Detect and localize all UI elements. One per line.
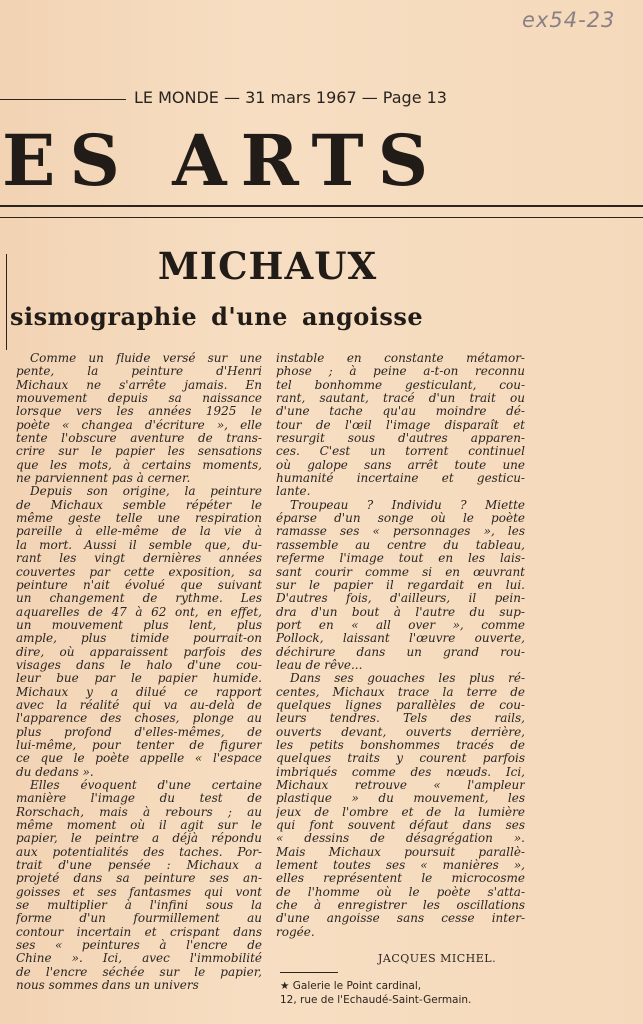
article-line: Pollock, laissant l'œuvre ouverte,	[276, 632, 525, 646]
article-line: même moment où il agit sur le	[16, 819, 262, 833]
article-line: phose ; à peine a-t-on reconnu	[276, 365, 525, 379]
article-line: resurgit sous d'autres apparen-	[276, 432, 525, 446]
article-line: lorsque vers les années 1925 le	[16, 405, 262, 419]
article-line: ses « peintures à l'encre de	[16, 939, 262, 953]
article-line: les petits bonshommes tracés de	[276, 738, 525, 752]
article-line: « dessins de désagrégation ».	[276, 832, 525, 846]
article-line: Depuis son origine, la peinture	[30, 485, 262, 499]
article-line: avec la réalité qui va au-delà de	[16, 698, 262, 712]
article-line: rassemble au centre du tableau,	[276, 538, 525, 552]
footnote-rule	[280, 972, 338, 973]
article-line: déchirure dans un grand rou-	[276, 645, 525, 659]
article-line: Mais Michaux poursuit parallè-	[276, 845, 525, 859]
article-line: goisses et ses fantasmes qui vont	[16, 885, 262, 899]
article-column-right	[276, 352, 525, 939]
article-line: plastique » du mouvement, les	[276, 792, 525, 806]
article-line: Troupeau ? Individu ? Miette	[290, 498, 525, 512]
section-title: ES ARTS	[2, 119, 443, 202]
article-line: dra d'un bout à l'autre du sup-	[276, 605, 525, 619]
article-line: aquarelles de 47 à 62 ont, en effet,	[16, 605, 262, 619]
article-line: Michaux y a dilué ce rapport	[16, 685, 262, 699]
article-line: ample, plus timide pourrait-on	[16, 632, 262, 646]
footnote	[280, 979, 528, 1007]
article-line: pente, la peinture d'Henri	[16, 365, 262, 379]
article-line: manière l'image du test de	[16, 792, 262, 806]
article-line: visages dans le halo d'une cou-	[16, 658, 262, 672]
article-line: ces. C'est un torrent continuel	[276, 445, 525, 459]
article-line: instable en constante métamor-	[276, 352, 525, 365]
article-line: D'autres fois, d'ailleurs, il pein-	[276, 592, 525, 606]
dateline-text: LE MONDE — 31 mars 1967 — Page 13	[134, 88, 447, 107]
article-line: plus profond d'elles-mêmes, de	[16, 725, 262, 739]
article-line: Elles évoquent d'une certaine	[30, 779, 262, 792]
subheadline-word: sismographie	[10, 302, 198, 331]
article-line: dire, où apparaissent parfois des	[16, 645, 262, 659]
article-line: leur bue par le papier humide.	[16, 672, 262, 686]
article-line: rant, sautant, tracé d'un trait ou	[276, 392, 525, 406]
article-line: leau de rêve...	[276, 658, 363, 672]
article-line: lement toutes ses « manières »,	[276, 859, 525, 873]
article-line: papier, le peintre a déjà répondu	[16, 832, 262, 846]
article-line: d'une angoisse sans cesse inter-	[276, 912, 525, 926]
article-line: mouvement depuis sa naissance	[16, 392, 262, 406]
article-column-left	[16, 352, 262, 993]
article-line: lui-même, pour tenter de figurer	[16, 738, 262, 752]
article-line: d'une tache qu'au moindre dé-	[276, 405, 525, 419]
article-line: contour incertain et crispant dans	[16, 925, 262, 939]
article-line: referme l'image tout en les lais-	[276, 552, 525, 566]
article-line: che à enregistrer les oscillations	[276, 899, 525, 913]
article-line: forme d'un fourmillement au	[16, 912, 262, 926]
article-line: Michaux ne s'arrête jamais. En	[16, 378, 262, 392]
article-line: rant les vingt dernières années	[16, 552, 262, 566]
article-line: couvertes par cette exposition, sa	[16, 565, 262, 579]
subheadline-word: angoisse	[301, 302, 424, 331]
article-line: la mort. Aussi il semble que, du-	[16, 538, 262, 552]
article-line: quelques lignes parallèles de cou-	[276, 698, 525, 712]
article-line: ouverts devant, ouverts derrière,	[276, 725, 525, 739]
article-line: imbriqués comme des nœuds. Ici,	[276, 765, 525, 779]
article-line: rogée.	[276, 925, 315, 939]
article-line: tente l'obscure aventure de trans-	[16, 432, 262, 446]
dateline-rule	[0, 99, 126, 100]
article-line: Comme un fluide versé sur une	[30, 352, 262, 365]
byline: JACQUES MICHEL.	[378, 952, 497, 965]
article-line: Michaux retrouve « l'ampleur	[276, 779, 525, 792]
article-line: éparse d'un songe où le poète	[276, 512, 525, 526]
article-line: elles représentent le microcosme	[276, 872, 525, 886]
subheadline-word: d'une	[211, 302, 288, 331]
article-line: Dans ses gouaches les plus ré-	[290, 672, 525, 686]
article-line: l'apparence des choses, plonge au	[16, 712, 262, 726]
article-line: de Michaux semble répéter le	[16, 498, 262, 512]
article-line: ce que le poète appelle « l'espace	[16, 752, 262, 766]
article-line: un mouvement plus lent, plus	[16, 618, 262, 632]
article-line: sur le papier il regardait en lui.	[276, 578, 525, 592]
article-line: humanité incertaine et gesticu-	[276, 472, 525, 486]
article-line: peinture n'ait évolué que suivant	[16, 578, 262, 592]
article-line: nous sommes dans un univers	[16, 979, 199, 993]
article-line: un changement de rythme. Les	[16, 592, 262, 606]
article-line: Rorschach, mais à rebours ; au	[16, 805, 262, 819]
article-line: aux potentialités des taches. Por-	[16, 845, 262, 859]
footnote-line: 12, rue de l'Echaudé-Saint-Germain.	[280, 994, 472, 1006]
article-line: leurs tendres. Tels des rails,	[276, 712, 525, 726]
article-line: que les mots, à certains moments,	[16, 458, 262, 472]
article-line: de l'homme où le poète s'atta-	[276, 885, 525, 899]
article-line: jeux de l'ombre et de la lumière	[276, 805, 525, 819]
footnote-line: ★ Galerie le Point cardinal,	[280, 980, 422, 992]
article-line: trait d'une pensée : Michaux a	[16, 859, 262, 873]
article-line: même geste telle une respiration	[16, 512, 262, 526]
article-line: crire sur le papier les sensations	[16, 445, 262, 459]
article-line: tel bonhomme gesticulant, cou-	[276, 378, 525, 392]
article-line: quelques traits y courent parfois	[276, 752, 525, 766]
article-line: port en « all over », comme	[276, 618, 525, 632]
article-line: poète « changea d'écriture », elle	[16, 418, 262, 432]
article-line: pareille à elle-même de la vie à	[16, 525, 262, 539]
article-line: ne parviennent pas à cerner.	[16, 472, 191, 486]
article-line: de l'encre séchée sur le papier,	[16, 965, 262, 979]
article-line: Chine ». Ici, avec l'immobilité	[16, 952, 262, 966]
article-line: qui font souvent défaut dans ses	[276, 819, 525, 833]
article-line: où galope sans arrêt toute une	[276, 458, 525, 472]
reference-code: ex54-23	[522, 8, 616, 32]
section-divider	[0, 205, 643, 218]
article-line: projeté dans sa peinture ses an-	[16, 872, 262, 886]
dateline	[0, 88, 643, 110]
headline: MICHAUX	[157, 244, 378, 288]
article-line: lante.	[276, 485, 311, 499]
article-line: tour de l'œil l'image disparaît et	[276, 418, 525, 432]
article-line: ramasse ses « personnages », les	[276, 525, 525, 539]
article-line: sant courir comme si en œuvrant	[276, 565, 525, 579]
subheadline	[10, 302, 530, 331]
article-line: centes, Michaux trace la terre de	[276, 685, 525, 699]
article-line: du dedans ».	[16, 765, 94, 779]
article-line: se multiplier à l'infini sous la	[16, 899, 262, 913]
